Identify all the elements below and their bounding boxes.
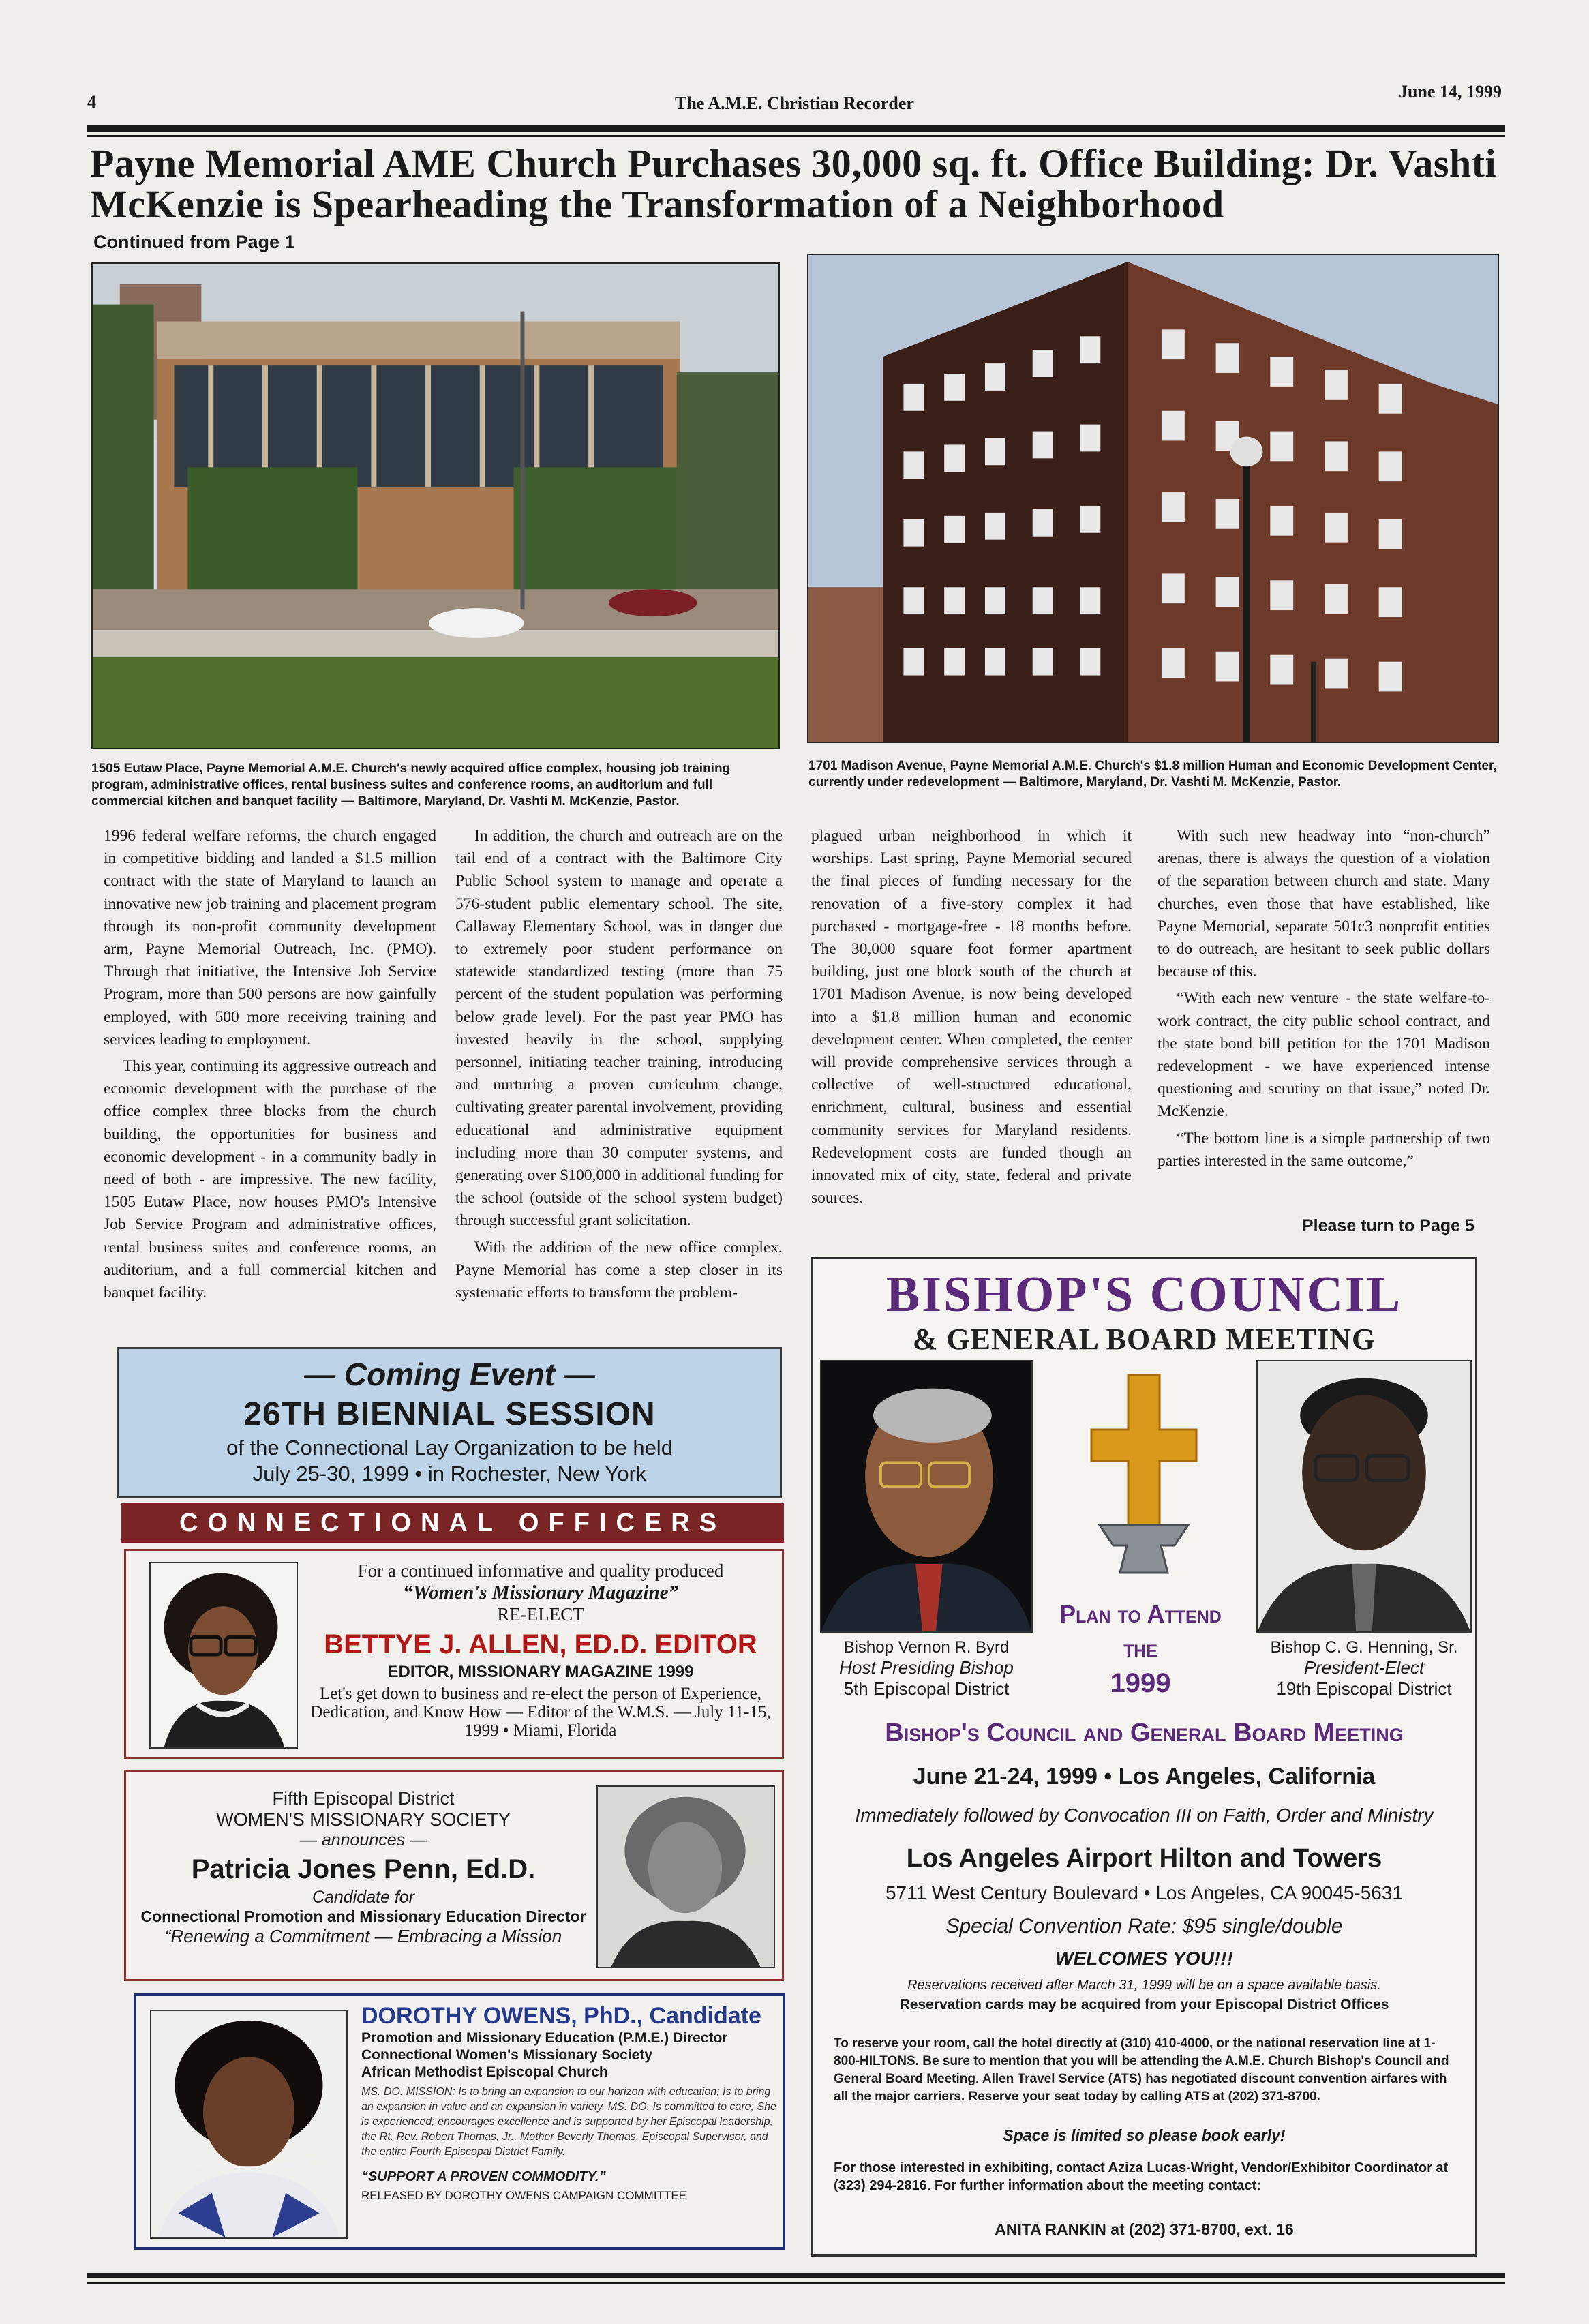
exhibitor-contact: For those interested in exhibiting, contact Aziza Lucas-Wright, Vendor/Exhibitor Coordinator at (323) 294-2816. For further information about the meeting contact: bbox=[834, 2160, 1449, 2193]
article-column-2 bbox=[455, 825, 783, 1308]
coming-event-box bbox=[117, 1347, 782, 1498]
council-title: BISHOP'S COUNCIL bbox=[886, 1267, 1403, 1323]
owens-released-by: RELEASED BY DOROTHY OWENS CAMPAIGN COMMITTEE bbox=[361, 2189, 687, 2202]
meeting-name: Bishop's Council and General Board Meeting bbox=[885, 1719, 1404, 1747]
continued-from-label: Continued from Page 1 bbox=[93, 232, 295, 252]
cross-and-anvil-emblem bbox=[1086, 1361, 1202, 1586]
article-column-1 bbox=[104, 825, 436, 1308]
plan-to-attend bbox=[1030, 1600, 1251, 1699]
bishop-byrd-info bbox=[817, 1638, 1035, 1700]
bishop-henning-name: Bishop C. G. Henning, Sr. bbox=[1270, 1638, 1458, 1657]
plan-line-1: Plan to Attend bbox=[1059, 1600, 1222, 1628]
article-paragraph: In addition, the church and outreach are on the tail end of a contract with the Baltimore City Public School system to manage and operate a 576-student public elementary school. The site, Callaway Elementary School, was in danger due to extremely poor student performance on statewide standardized testing (more than 75 percent of the student population was performing below grade level). For the past year PMO has invested heavily in the school, supplying personnel, initiating teacher training, introducing and nurturing a proven curriculum change, cultivating greater parental involvement, providing educational and administrative equipment including more than 30 computer systems, and generating over $100,000 in additional funding for the school (outside of the school system budget) through successful grant solicitation. bbox=[455, 827, 783, 1230]
portrait-bishop-byrd bbox=[820, 1360, 1033, 1633]
allen-intro: For a continued informative and quality produced bbox=[357, 1560, 724, 1581]
allen-role: EDITOR, MISSIONARY MAGAZINE 1999 bbox=[387, 1663, 694, 1681]
owens-name: DOROTHY OWENS, PhD., Candidate bbox=[361, 2003, 761, 2029]
ad-bettye-allen bbox=[124, 1549, 784, 1759]
portrait-bettye-allen bbox=[149, 1562, 298, 1749]
allen-reelect: RE-ELECT bbox=[497, 1604, 584, 1625]
footer-rule-thick bbox=[87, 2273, 1505, 2278]
article-paragraph: “With each new venture - the state welfare-to-work contract, the city public school contract, and the state bond bill petition for the 1701 Madison redevelopment - we have experienced intense questioning and scrutiny on that issue,” noted Dr. McKenzie. bbox=[1157, 989, 1490, 1121]
reservation-cards: Reservation cards may be acquired from your Episcopal District Offices bbox=[899, 1997, 1389, 2012]
space-limited-note: Space is limited so please book early! bbox=[1003, 2126, 1286, 2144]
article-paragraph: With such new headway into “non-church” arenas, there is always the question of a violation of the separation between church and state. Many churches, even those that have established, like Payne Memorial, separate 501c3 nonprofit entities to do outreach, are hesitant to seek public dollars because of this. bbox=[1157, 827, 1490, 981]
event-line-1: of the Connectional Lay Organization to be held bbox=[226, 1436, 673, 1460]
penn-name: Patricia Jones Penn, Ed.D. bbox=[191, 1854, 536, 1884]
hotel-name: Los Angeles Airport Hilton and Towers bbox=[906, 1844, 1382, 1873]
allen-body: Let's get down to business and re-elect the person of Experience, Dedication, and Know How — Editor of the W.M.S. — July 11-15, 1999 • Miami, Florida bbox=[310, 1685, 771, 1740]
penn-candidate: Candidate for bbox=[312, 1888, 415, 1907]
reservation-deadline: Reservations received after March 31, 1999 will be on a space available basis. bbox=[907, 1978, 1381, 1993]
meeting-contact: ANITA RANKIN at (202) 371-8700, ext. 16 bbox=[995, 2220, 1294, 2238]
penn-society: WOMEN'S MISSIONARY SOCIETY bbox=[216, 1809, 511, 1830]
event-line-2: July 25-30, 1999 • in Rochester, New York bbox=[252, 1462, 647, 1485]
portrait-patricia-penn bbox=[596, 1785, 775, 1968]
meeting-dates: June 21-24, 1999 • Los Angeles, California bbox=[913, 1764, 1376, 1790]
reservation-instructions: To reserve your room, call the hotel directly at (310) 410-4000, or the national reservation line at 1-800-HILTONS. Be sure to mention that you will be attending the A.M.E. Church Bishop's Council and General Board Meeting. Allen Travel Service (ATS) has negotiated discount convention airfares with all the major carriers. Reserve your seat today by calling ATS at (202) 371-8700. bbox=[834, 2036, 1449, 2104]
owens-mission: MS. DO. MISSION: Is to bring an expansion to our horizon with education; Is to bring an expansion in value and an expansion in variety. MS. DO. Is committed to care; She is experienced; encourages excellence and is supported by her Episcopal leadership, the Rt. Rev. Robert Thomas, Jr., Mother Beverly Thomas, Episcopal Supervisor, and the entire Fourth Episcopal District Family. bbox=[361, 2086, 776, 2158]
connectional-officers-banner: CONNECTIONAL OFFICERS bbox=[121, 1503, 784, 1543]
allen-magazine: “Women's Missionary Magazine” bbox=[403, 1582, 678, 1603]
penn-announces: — announces — bbox=[299, 1830, 427, 1850]
photo-madison-avenue bbox=[807, 254, 1499, 743]
page-number: 4 bbox=[87, 92, 96, 112]
ad-patricia-penn bbox=[124, 1770, 784, 1981]
penn-position: Connectional Promotion and Missionary Education Director bbox=[140, 1907, 586, 1925]
article-paragraph: 1996 federal welfare reforms, the church engaged in competitive bidding and landed a $1.5 million contract with the state of Maryland to launch an innovative new job training and placement program through its non-profit community development arm, Payne Memorial Outreach, Inc. (PMO). Through that initiative, the Intensive Job Service Program, more than 500 persons are now gainfully employed, with 500 more receiving training and services leading to employment. bbox=[104, 827, 436, 1048]
welcome-line: WELCOMES YOU!!! bbox=[1055, 1948, 1233, 1969]
convocation-note: Immediately followed by Convocation III on Faith, Order and Ministry bbox=[855, 1805, 1434, 1826]
event-label: — Coming Event — bbox=[304, 1357, 595, 1392]
bishops-council-ad bbox=[811, 1257, 1477, 2257]
plan-year: 1999 bbox=[1110, 1668, 1171, 1698]
penn-district: Fifth Episcopal District bbox=[272, 1788, 455, 1809]
owens-title-3: African Methodist Episcopal Church bbox=[361, 2064, 608, 2080]
convention-rate: Special Convention Rate: $95 single/double bbox=[945, 1915, 1343, 1937]
penn-slogan: “Renewing a Commitment — Embracing a Mission bbox=[164, 1926, 562, 1946]
plan-line-2: the bbox=[1123, 1634, 1157, 1662]
article-column-3 bbox=[811, 825, 1132, 1213]
bishop-henning-district: 19th Episcopal District bbox=[1276, 1678, 1452, 1699]
bishop-henning-info bbox=[1250, 1638, 1479, 1700]
caption-eutaw-place: 1505 Eutaw Place, Payne Memorial A.M.E. Church's newly acquired office complex, housing job training program, administrative offices, rental business suites and conference rooms, an auditorium and full commercial kitchen and banquet facility — Baltimore, Maryland, Dr. Vashti M. McKenzie, Pastor. bbox=[91, 761, 731, 809]
ad-dorothy-owens bbox=[134, 1993, 785, 2250]
hotel-address: 5711 West Century Boulevard • Los Angeles, CA 90045-5631 bbox=[885, 1882, 1404, 1903]
bishop-byrd-district: 5th Episcopal District bbox=[843, 1678, 1010, 1699]
photo-eutaw-place bbox=[91, 262, 780, 749]
footer-rule-thin bbox=[87, 2282, 1505, 2284]
publication-name: The A.M.E. Christian Recorder bbox=[675, 93, 914, 113]
article-paragraph: With the addition of the new office complex, Payne Memorial has come a step closer in its systematic efforts to transform the problem- bbox=[455, 1238, 783, 1302]
header-rule-thin bbox=[87, 135, 1505, 137]
article-paragraph: This year, continuing its aggressive outreach and economic development with the purchase of the office complex three blocks from the church building, the opportunities for business and economic development - in a community badly in need of both - are impressive. The new facility, 1505 Eutaw Place, now houses PMO's Intensive Job Service Program and administrative offices, rental business suites and conference rooms, an auditorium, and a full commercial kitchen and banquet facility. bbox=[104, 1057, 436, 1302]
allen-name: BETTYE J. ALLEN, ED.D. EDITOR bbox=[324, 1629, 757, 1659]
headline: Payne Memorial AME Church Purchases 30,000 sq. ft. Office Building: Dr. Vashti McKenzie is Spearheading the Transformation of a Neighborhood bbox=[90, 141, 1497, 226]
header-rule-thick bbox=[87, 125, 1505, 132]
bishop-byrd-name: Bishop Vernon R. Byrd bbox=[843, 1638, 1010, 1657]
caption-madison-avenue: 1701 Madison Avenue, Payne Memorial A.M.E. Church's $1.8 million Human and Economic Development Center, currently under redevelopment — Baltimore, Maryland, Dr. Vashti M. McKenzie, Pastor. bbox=[808, 759, 1497, 789]
bishop-henning-role: President-Elect bbox=[1303, 1657, 1425, 1678]
article-paragraph: plagued urban neighborhood in which it worships. Last spring, Payne Memorial secured the final pieces of funding necessary for the renovation of a five-story complex it had purchased - mortgage-free - 18 months before. The 30,000 square foot former apartment building, just one block south of the church at 1701 Madison Avenue, is now being developed into a $1.8 million human and economic development center. When completed, the center will provide comprehensive services through a collective of well-structured educational, enrichment, cultural, business and essential community services for Maryland residents. Redevelopment costs are funded though an innovated mix of city, state, federal and private sources. bbox=[811, 827, 1132, 1207]
owens-title-1: Promotion and Missionary Education (P.M.E.) Director bbox=[361, 2030, 728, 2046]
event-title: 26TH BIENNIAL SESSION bbox=[243, 1396, 656, 1432]
bishop-byrd-role: Host Presiding Bishop bbox=[839, 1657, 1014, 1678]
owens-title-2: Connectional Women's Missionary Society bbox=[361, 2047, 653, 2063]
article-paragraph: “The bottom line is a simple partnership of two parties interested in the same outcome,” bbox=[1157, 1129, 1490, 1170]
article-column-4 bbox=[1157, 825, 1490, 1177]
portrait-dorothy-owens bbox=[150, 2010, 348, 2239]
portrait-bishop-henning bbox=[1256, 1360, 1472, 1633]
issue-date: June 14, 1999 bbox=[1399, 82, 1502, 102]
continued-on-link: Please turn to Page 5 bbox=[1302, 1216, 1474, 1235]
owens-slogan: “SUPPORT A PROVEN COMMODITY.” bbox=[361, 2169, 606, 2184]
council-subtitle: & GENERAL BOARD MEETING bbox=[912, 1323, 1376, 1356]
